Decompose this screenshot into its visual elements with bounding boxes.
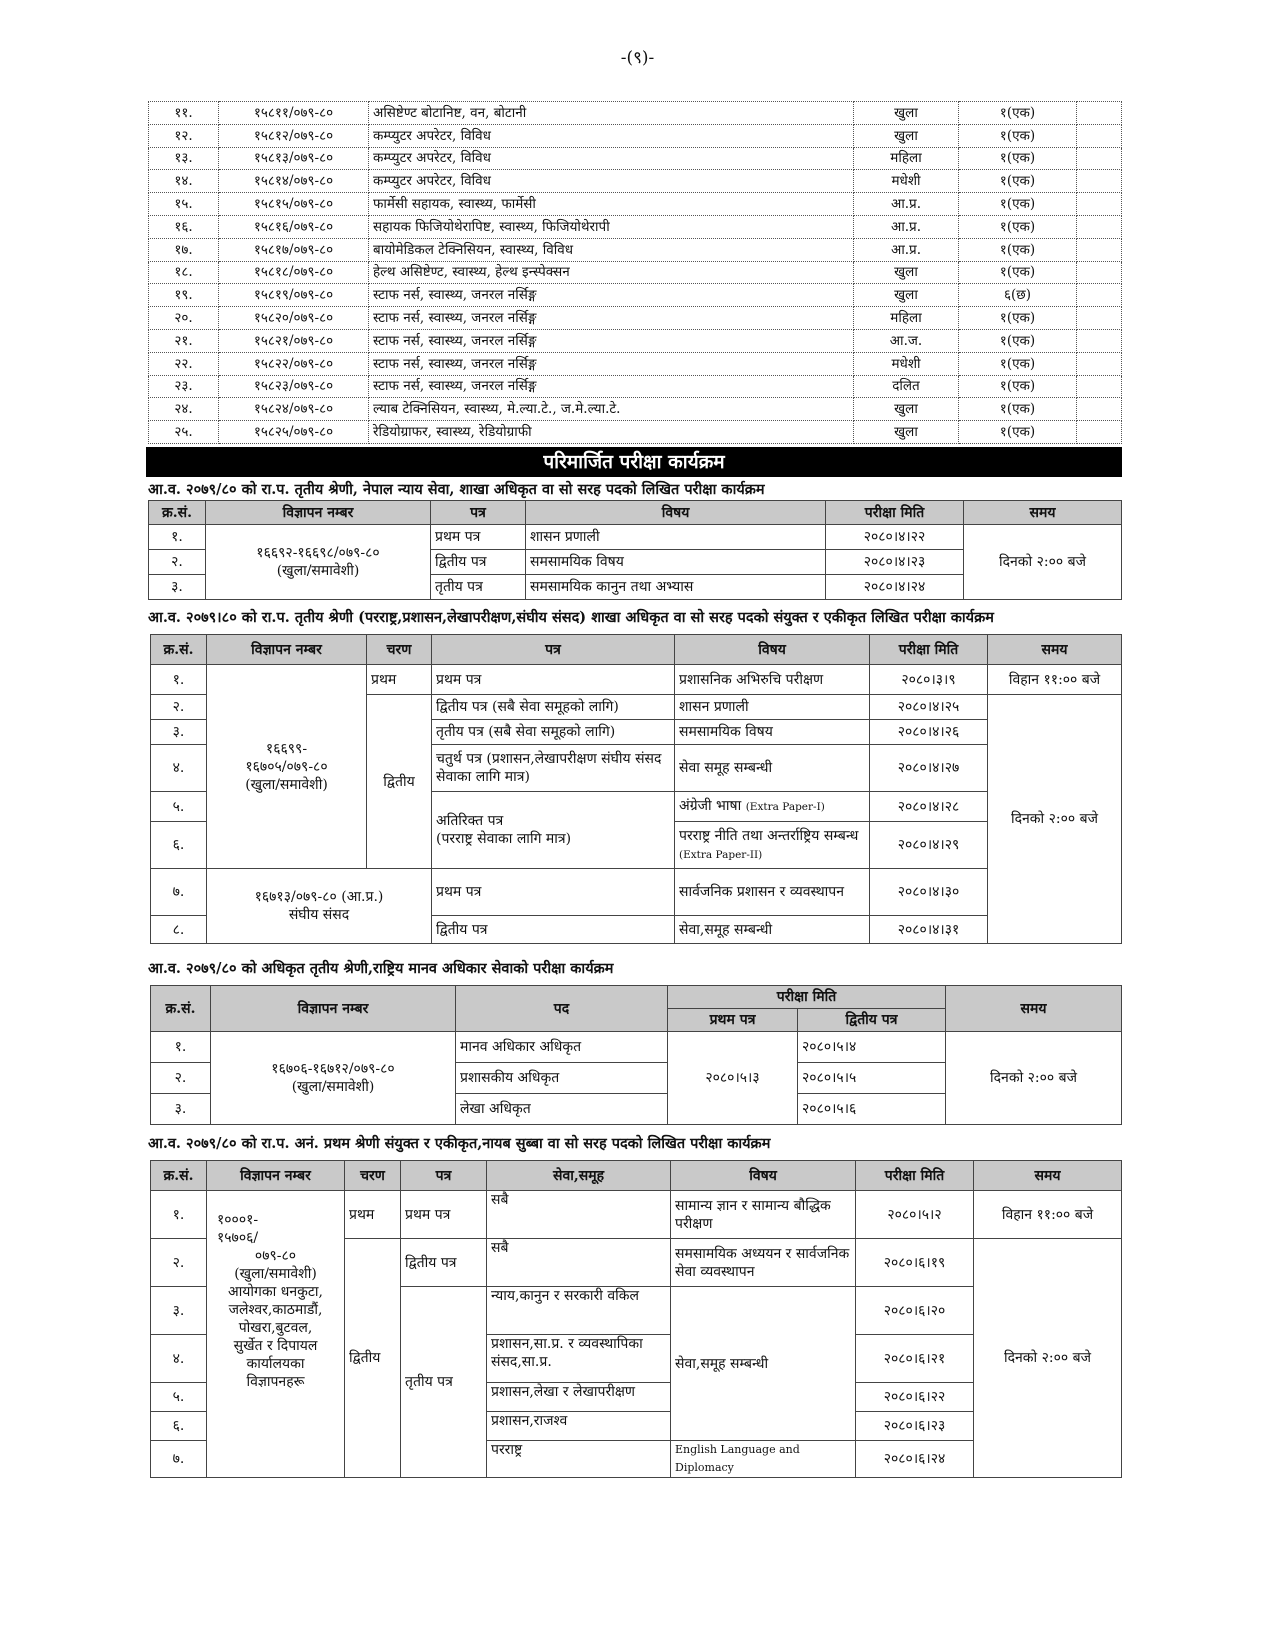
exam-date: २०८०।६।२३ — [856, 1412, 974, 1441]
post-service-group: फार्मेसी सहायक, स्वास्थ्य, फार्मेसी — [369, 193, 854, 216]
serial-number: २३. — [149, 375, 219, 398]
post: प्रशासकीय अधिकृत — [456, 1063, 668, 1094]
advertisement-line: आयोगका धनकुटा, — [227, 1284, 324, 1300]
category: खुला — [854, 284, 959, 307]
vacancy-count: १(एक) — [959, 147, 1077, 170]
paper: तृतीय पत्र (सबै सेवा समूहको लागि) — [432, 720, 675, 745]
post-service-group: स्टाफ नर्स, स्वास्थ्य, जनरल नर्सिङ्ग — [369, 284, 854, 307]
empty-cell — [1077, 284, 1122, 307]
advertisement-number: १५८२०/०७९-८० — [219, 307, 369, 330]
paper: द्वितीय पत्र — [401, 1239, 487, 1287]
exam-date: २०८०।४।२७ — [870, 745, 988, 792]
empty-cell — [1077, 375, 1122, 398]
serial-number: १. — [149, 525, 206, 550]
category: महिला — [854, 307, 959, 330]
col-subheader: द्वितीय पत्र — [798, 1009, 946, 1032]
serial-number: १८. — [149, 261, 219, 284]
advertisement-number — [206, 525, 431, 600]
table-row — [149, 329, 1122, 352]
table-row — [149, 215, 1122, 238]
col-header: विज्ञापन नम्बर — [211, 986, 456, 1032]
serial-number: १४. — [149, 170, 219, 193]
post-service-group: स्टाफ नर्स, स्वास्थ्य, जनरल नर्सिङ्ग — [369, 329, 854, 352]
advertisement-line: १०००१- — [217, 1212, 259, 1228]
serial-number: २०. — [149, 307, 219, 330]
empty-cell — [1077, 170, 1122, 193]
table-row — [149, 352, 1122, 375]
advertisement-line: ०७९-८० — [254, 1248, 297, 1264]
post-service-group: असिष्टेण्ट बोटानिष्ट, वन, बोटानी — [369, 102, 854, 125]
table-row — [149, 261, 1122, 284]
exam-date: २०८०।६।२० — [856, 1287, 974, 1335]
second-paper-date: २०८०।५।६ — [798, 1094, 946, 1125]
post-service-group: स्टाफ नर्स, स्वास्थ्य, जनरल नर्सिङ्ग — [369, 352, 854, 375]
exam-time: दिनको २:०० बजे — [974, 1239, 1122, 1478]
col-header: परीक्षा मिति — [668, 986, 946, 1009]
exam-date: २०८०।४।३० — [870, 869, 988, 916]
advertisement-range: १६६९२-१६६९८/०७९-८० — [256, 545, 380, 561]
subject: सेवा,समूह सम्बन्धी — [671, 1287, 856, 1441]
table-row — [149, 307, 1122, 330]
category: आ.प्र. — [854, 193, 959, 216]
subject: प्रशासनिक अभिरुचि परीक्षण — [675, 665, 870, 695]
category: आ.प्र. — [854, 238, 959, 261]
subject-extra-note: (Extra Paper-I) — [745, 801, 825, 813]
serial-number: १. — [151, 1032, 211, 1063]
serial-number: १२. — [149, 124, 219, 147]
post-service-group: कम्प्युटर अपरेटर, विविध — [369, 124, 854, 147]
paper-title: अतिरिक्त पत्र — [436, 813, 504, 829]
stage: प्रथम — [367, 665, 432, 695]
post-service-group: सहायक फिजियोथेरापिष्ट, स्वास्थ्य, फिजियोथेरापी — [369, 215, 854, 238]
advertisement-note: संघीय संसद — [288, 907, 350, 923]
subject: शासन प्रणाली — [526, 525, 826, 550]
service-group: सबै — [487, 1239, 671, 1287]
advertisement-note: (खुला/समावेशी) — [291, 1079, 375, 1095]
advertisement-number: १५८२२/०७९-८० — [219, 352, 369, 375]
paper: प्रथम पत्र — [432, 869, 675, 916]
serial-number: ४. — [151, 745, 207, 792]
col-header: पत्र — [431, 501, 526, 525]
table-row — [149, 102, 1122, 125]
post: मानव अधिकार अधिकृत — [456, 1032, 668, 1063]
advertisement-number: १५८१९/०७९-८० — [219, 284, 369, 307]
first-paper-date: २०८०।५।३ — [668, 1032, 798, 1125]
empty-cell — [1077, 329, 1122, 352]
post-service-group: बायोमेडिकल टेक्निसियन, स्वास्थ्य, विविध — [369, 238, 854, 261]
serial-number: १. — [151, 1191, 207, 1239]
post-service-group: स्टाफ नर्स, स्वास्थ्य, जनरल नर्सिङ्ग — [369, 307, 854, 330]
subject: सामान्य ज्ञान र सामान्य बौद्धिक परीक्षण — [671, 1191, 856, 1239]
col-header: क्र.सं. — [151, 986, 211, 1032]
col-header: समय — [974, 1161, 1122, 1191]
col-header: क्र.सं. — [149, 501, 206, 525]
col-header: चरण — [345, 1161, 401, 1191]
paper: तृतीय पत्र — [401, 1287, 487, 1478]
serial-number: २. — [151, 695, 207, 720]
serial-number: ६. — [151, 1412, 207, 1441]
serial-number: १६. — [149, 215, 219, 238]
service-group: प्रशासन,सा.प्र. र व्यवस्थापिका संसद,सा.प्र. — [487, 1335, 671, 1383]
advertisement-number — [207, 665, 367, 869]
post-service-group: कम्प्युटर अपरेटर, विविध — [369, 170, 854, 193]
vacancy-count: १(एक) — [959, 352, 1077, 375]
exam-table-nyaya — [148, 500, 1122, 600]
service-group: न्याय,कानुन र सरकारी वकिल — [487, 1287, 671, 1335]
empty-cell — [1077, 352, 1122, 375]
col-header: विज्ञापन नम्बर — [207, 635, 367, 665]
table-row — [149, 398, 1122, 421]
page-number: -(९)- — [620, 48, 655, 68]
empty-cell — [1077, 421, 1122, 444]
serial-number: ७. — [151, 869, 207, 916]
vacancy-count: ६(छ) — [959, 284, 1077, 307]
advertisement-number: १५८२५/०७९-८० — [219, 421, 369, 444]
vacancy-count: १(एक) — [959, 329, 1077, 352]
vacancy-count: १(एक) — [959, 102, 1077, 125]
advertisement-line: पोखरा,बुटवल, — [238, 1320, 313, 1336]
advertisement-line: कार्यालयका — [246, 1356, 305, 1372]
serial-number: १९. — [149, 284, 219, 307]
exam-table-nayab-subba — [150, 1160, 1122, 1478]
paper: द्वितीय पत्र — [431, 550, 526, 575]
vacancy-count: १(एक) — [959, 398, 1077, 421]
post-service-group: ल्याब टेक्निसियन, स्वास्थ्य, मे.ल्या.टे., ज.मे.ल्या.टे. — [369, 398, 854, 421]
subject — [675, 792, 870, 822]
table-row — [149, 147, 1122, 170]
section-heading-nayab-subba: आ.व. २०७९/८० को रा.प. अनं. प्रथम श्रेणी संयुक्त र एकीकृत,नायब सुब्बा वा सो सरह पदको लिखित परीक्षा कार्यक्रम — [148, 1135, 771, 1152]
empty-cell — [1077, 307, 1122, 330]
post: लेखा अधिकृत — [456, 1094, 668, 1125]
exam-date: २०८०।४।२३ — [826, 550, 964, 575]
exam-table-shakha-adhikrit — [150, 634, 1122, 944]
advertisement-number: १५८१७/०७९-८० — [219, 238, 369, 261]
advertisement-number: १५८२४/०७९-८० — [219, 398, 369, 421]
advertisement-note: (खुला/समावेशी) — [245, 776, 328, 793]
serial-number: २१. — [149, 329, 219, 352]
serial-number: १३. — [149, 147, 219, 170]
service-group: प्रशासन,लेखा र लेखापरीक्षण — [487, 1383, 671, 1412]
exam-date: २०८०।४।२९ — [870, 822, 988, 869]
table-row — [149, 124, 1122, 147]
category: खुला — [854, 261, 959, 284]
empty-cell — [1077, 124, 1122, 147]
subject: समसामयिक विषय — [675, 720, 870, 745]
advertisement-number: १५८११/०७९-८० — [219, 102, 369, 125]
advertisement-range-end: १६७०५/०७९-८० — [245, 758, 328, 775]
table-row — [149, 193, 1122, 216]
stage: द्वितीय — [345, 1239, 401, 1478]
category: खुला — [854, 102, 959, 125]
section-heading-shakha-adhikrit: आ.व. २०७९।८० को रा.प. तृतीय श्रेणी (परराष्ट्र,प्रशासन,लेखापरीक्षण,संघीय संसद) शाखा अधिकृत वा सो सरह पदको संयुक्त र एकीकृत लिखित परीक्षा कार्यक्रम — [148, 609, 994, 626]
service-group: सबै — [487, 1191, 671, 1239]
paper: चतुर्थ पत्र (प्रशासन,लेखापरीक्षण संघीय संसद सेवाका लागि मात्र) — [432, 745, 675, 792]
col-header: विषय — [671, 1161, 856, 1191]
category: खुला — [854, 398, 959, 421]
paper: द्वितीय पत्र — [432, 916, 675, 944]
paper: द्वितीय पत्र (सबै सेवा समूहको लागि) — [432, 695, 675, 720]
serial-number: १७. — [149, 238, 219, 261]
paper — [432, 792, 675, 869]
empty-cell — [1077, 193, 1122, 216]
col-header: विषय — [526, 501, 826, 525]
table-row — [149, 170, 1122, 193]
advertisement-note: (खुला/समावेशी) — [276, 563, 360, 579]
subject: शासन प्रणाली — [675, 695, 870, 720]
post-service-group: कम्प्युटर अपरेटर, विविध — [369, 147, 854, 170]
col-header: विज्ञापन नम्बर — [206, 501, 431, 525]
stage: द्वितीय — [367, 695, 432, 869]
col-header: समय — [964, 501, 1122, 525]
serial-number: ३. — [151, 720, 207, 745]
serial-number: १. — [151, 665, 207, 695]
paper: प्रथम पत्र — [431, 525, 526, 550]
advertisement-range: १६७१३/०७९-८० (आ.प्र.) — [254, 889, 384, 905]
exam-time: दिनको २:०० बजे — [988, 695, 1122, 944]
vacancy-count: १(एक) — [959, 215, 1077, 238]
section-heading-human-rights: आ.व. २०७९/८० को अधिकृत तृतीय श्रेणी,राष्ट्रिय मानव अधिकार सेवाको परीक्षा कार्यक्रम — [148, 960, 614, 977]
serial-number: २. — [149, 550, 206, 575]
category: मधेशी — [854, 352, 959, 375]
advertisement-line: १५७०६/ — [217, 1230, 259, 1246]
exam-time: दिनको २:०० बजे — [964, 525, 1122, 600]
serial-number: ७. — [151, 1441, 207, 1478]
category: महिला — [854, 147, 959, 170]
serial-number: ४. — [151, 1335, 207, 1383]
serial-number: ३. — [149, 575, 206, 600]
advertisement-number: १५८२१/०७९-८० — [219, 329, 369, 352]
exam-date: २०८०।३।९ — [870, 665, 988, 695]
serial-number: २५. — [149, 421, 219, 444]
empty-cell — [1077, 102, 1122, 125]
advertisement-number: १५८१३/०७९-८० — [219, 147, 369, 170]
subject: English Language and Diplomacy — [671, 1441, 856, 1478]
vacancy-count: १(एक) — [959, 238, 1077, 261]
col-subheader: प्रथम पत्र — [668, 1009, 798, 1032]
empty-cell — [1077, 147, 1122, 170]
col-header: सेवा,समूह — [487, 1161, 671, 1191]
advertisement-number: १५८२३/०७९-८० — [219, 375, 369, 398]
exam-date: २०८०।६।२२ — [856, 1383, 974, 1412]
category: खुला — [854, 124, 959, 147]
empty-cell — [1077, 238, 1122, 261]
exam-date: २०८०।४।२५ — [870, 695, 988, 720]
serial-number: ८. — [151, 916, 207, 944]
exam-date: २०८०।४।३१ — [870, 916, 988, 944]
exam-time: दिनको २:०० बजे — [946, 1032, 1122, 1125]
serial-number: ११. — [149, 102, 219, 125]
col-header: क्र.सं. — [151, 635, 207, 665]
second-paper-date: २०८०।५।४ — [798, 1032, 946, 1063]
subject: समसामयिक अध्ययन र सार्वजनिक सेवा व्यवस्थापन — [671, 1239, 856, 1287]
empty-cell — [1077, 261, 1122, 284]
serial-number: ३. — [151, 1094, 211, 1125]
col-header: विज्ञापन नम्बर — [207, 1161, 345, 1191]
revised-exam-schedule-banner: परिमार्जित परीक्षा कार्यक्रम — [146, 447, 1122, 477]
col-header: परीक्षा मिति — [870, 635, 988, 665]
post-service-group: रेडियोग्राफर, स्वास्थ्य, रेडियोग्राफी — [369, 421, 854, 444]
serial-number: ६. — [151, 822, 207, 869]
serial-number: १५. — [149, 193, 219, 216]
paper: तृतीय पत्र — [431, 575, 526, 600]
subject: सार्वजनिक प्रशासन र व्यवस्थापन — [675, 869, 870, 916]
advertisement-number — [207, 1191, 345, 1478]
category: खुला — [854, 421, 959, 444]
category: आ.ज. — [854, 329, 959, 352]
subject: समसामयिक कानुन तथा अभ्यास — [526, 575, 826, 600]
exam-date: २०८०।४।२८ — [870, 792, 988, 822]
vacancy-count: १(एक) — [959, 124, 1077, 147]
col-header: विषय — [675, 635, 870, 665]
subject: सेवा,समूह सम्बन्धी — [675, 916, 870, 944]
col-header: चरण — [367, 635, 432, 665]
exam-date: २०८०।६।१९ — [856, 1239, 974, 1287]
advertisement-line: जलेश्वर,काठमाडौं, — [228, 1302, 323, 1318]
stage: प्रथम — [345, 1191, 401, 1239]
advertisement-line: विज्ञापनहरू — [246, 1374, 305, 1390]
table-row — [149, 284, 1122, 307]
advertisement-number: १५८१४/०७९-८० — [219, 170, 369, 193]
serial-number: २४. — [149, 398, 219, 421]
col-header: समय — [946, 986, 1122, 1032]
post-service-group: स्टाफ नर्स, स्वास्थ्य, जनरल नर्सिङ्ग — [369, 375, 854, 398]
post-service-group: हेल्थ असिष्टेण्ट, स्वास्थ्य, हेल्थ इन्स्पेक्सन — [369, 261, 854, 284]
service-group: प्रशासन,राजश्व — [487, 1412, 671, 1441]
advertisement-number — [207, 869, 432, 944]
serial-number: ५. — [151, 792, 207, 822]
advertisement-number: १५८१२/०७९-८० — [219, 124, 369, 147]
category: आ.प्र. — [854, 215, 959, 238]
vacancy-count: १(एक) — [959, 375, 1077, 398]
second-paper-date: २०८०।५।५ — [798, 1063, 946, 1094]
exam-table-human-rights — [150, 985, 1122, 1125]
service-group: परराष्ट्र — [487, 1441, 671, 1478]
vacancy-count: १(एक) — [959, 261, 1077, 284]
table-row — [149, 238, 1122, 261]
subject — [675, 822, 870, 869]
table-row — [149, 375, 1122, 398]
exam-date: २०८०।६।२१ — [856, 1335, 974, 1383]
section-heading-nyaya: आ.व. २०७९/८० को रा.प. तृतीय श्रेणी, नेपाल न्याय सेवा, शाखा अधिकृत वा सो सरह पदको लिखित परीक्षा कार्यक्रम — [148, 481, 765, 498]
col-header: पत्र — [401, 1161, 487, 1191]
advertisement-number: १५८१५/०७९-८० — [219, 193, 369, 216]
col-header: पद — [456, 986, 668, 1032]
table-row — [149, 421, 1122, 444]
col-header: परीक्षा मिति — [826, 501, 964, 525]
exam-date: २०८०।४।२६ — [870, 720, 988, 745]
exam-date: २०८०।५।२ — [856, 1191, 974, 1239]
exam-time: विहान ११:०० बजे — [974, 1191, 1122, 1239]
serial-number: २. — [151, 1063, 211, 1094]
paper: प्रथम पत्र — [401, 1191, 487, 1239]
serial-number: २. — [151, 1239, 207, 1287]
subject-extra-note: (Extra Paper-II) — [679, 848, 763, 861]
vacancy-count: १(एक) — [959, 193, 1077, 216]
advertisement-number: १५८१८/०७९-८० — [219, 261, 369, 284]
empty-cell — [1077, 215, 1122, 238]
serial-number: २२. — [149, 352, 219, 375]
col-header: समय — [988, 635, 1122, 665]
advertisement-line: (खुला/समावेशी) — [234, 1266, 317, 1282]
paper: प्रथम पत्र — [432, 665, 675, 695]
vacancy-count: १(एक) — [959, 421, 1077, 444]
vacancy-count: १(एक) — [959, 170, 1077, 193]
advertisement-line: सुर्खेत र दिपायल — [233, 1338, 318, 1354]
subject: समसामयिक विषय — [526, 550, 826, 575]
exam-time: विहान ११:०० बजे — [988, 665, 1122, 695]
col-header: परीक्षा मिति — [856, 1161, 974, 1191]
empty-cell — [1077, 398, 1122, 421]
subject: सेवा समूह सम्बन्धी — [675, 745, 870, 792]
serial-number: ५. — [151, 1383, 207, 1412]
subject-text: अंग्रेजी भाषा — [679, 798, 742, 814]
exam-date: २०८०।४।२४ — [826, 575, 964, 600]
vacancy-count: १(एक) — [959, 307, 1077, 330]
col-header: क्र.सं. — [151, 1161, 207, 1191]
col-header: पत्र — [432, 635, 675, 665]
advertisement-range-start: १६६९९- — [265, 740, 308, 757]
category: दलित — [854, 375, 959, 398]
advertisement-number — [211, 1032, 456, 1125]
exam-date: २०८०।६।२४ — [856, 1441, 974, 1478]
advertisement-number: १५८१६/०७९-८० — [219, 215, 369, 238]
exam-date: २०८०।४।२२ — [826, 525, 964, 550]
category: मधेशी — [854, 170, 959, 193]
serial-number: ३. — [151, 1287, 207, 1335]
vacancy-table — [148, 101, 1122, 444]
subject-text: परराष्ट्र नीति तथा अन्तर्राष्ट्रिय सम्बन्ध — [679, 827, 859, 844]
paper-note: (परराष्ट्र सेवाका लागि मात्र) — [436, 831, 572, 847]
advertisement-range: १६७०६-१६७१२/०७९-८० — [271, 1061, 395, 1077]
